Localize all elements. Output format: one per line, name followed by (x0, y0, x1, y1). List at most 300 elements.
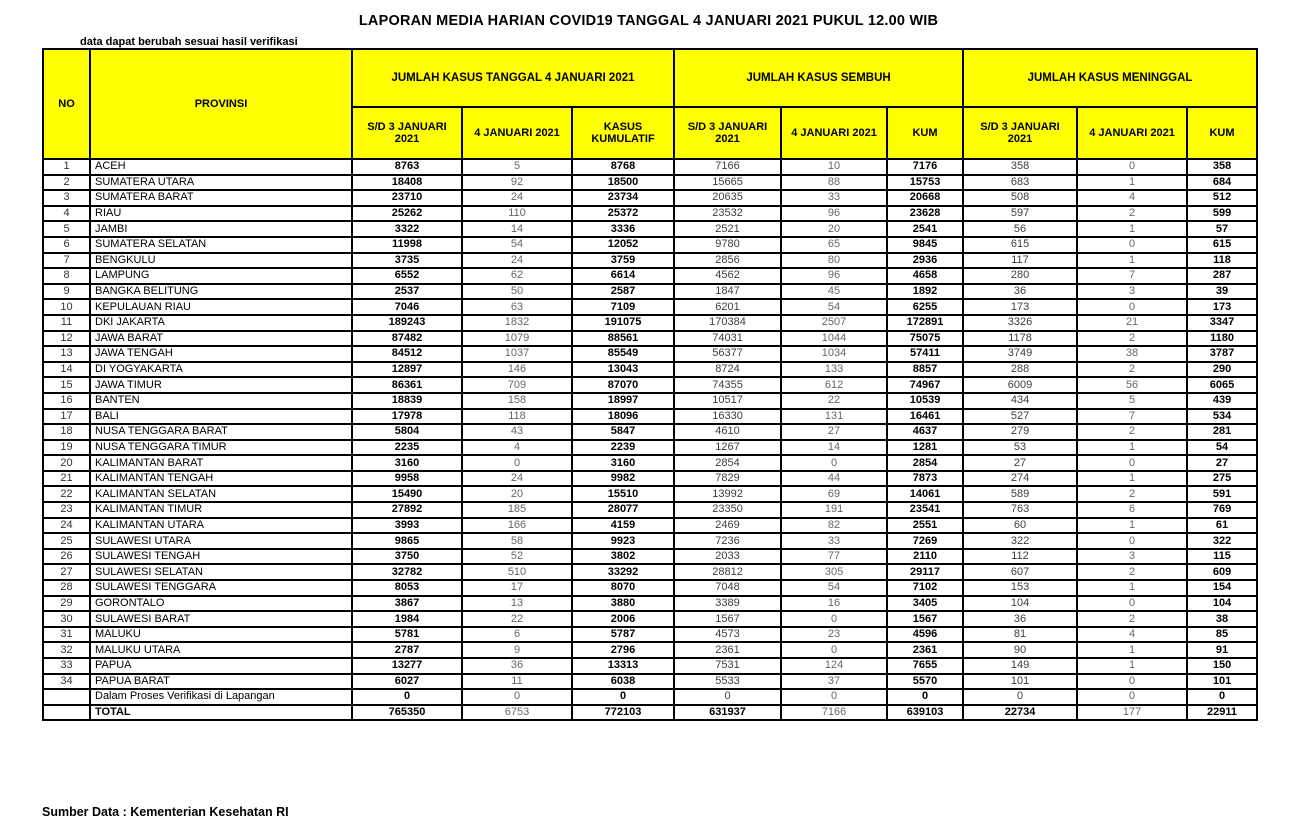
cell-value: 54 (1187, 440, 1257, 456)
cell-value: 3880 (572, 596, 674, 612)
cell-value: 3735 (352, 253, 462, 269)
cell-no (43, 705, 90, 721)
cell-value: 88561 (572, 331, 674, 347)
cell-provinsi: SULAWESI UTARA (90, 533, 352, 549)
cell-provinsi: BALI (90, 409, 352, 425)
cell-value: 3750 (352, 549, 462, 565)
cell-provinsi: PAPUA (90, 658, 352, 674)
cell-value: 13992 (674, 486, 781, 502)
cell-value: 18997 (572, 393, 674, 409)
table-row (43, 253, 1257, 269)
cell-value: 6552 (352, 268, 462, 284)
cell-value: 23734 (572, 190, 674, 206)
subheader-sembuh-4jan: 4 JANUARI 2021 (781, 107, 887, 159)
cell-value: 683 (963, 175, 1077, 191)
cell-value: 23541 (887, 502, 963, 518)
cell-value: 80 (781, 253, 887, 269)
cell-no: 5 (43, 221, 90, 237)
cell-no: 2 (43, 175, 90, 191)
cell-value: 3759 (572, 253, 674, 269)
table-body (43, 159, 1257, 720)
cell-value: 63 (462, 299, 572, 315)
cell-value: 274 (963, 471, 1077, 487)
cell-value: 0 (674, 689, 781, 705)
table-row (43, 221, 1257, 237)
cell-value: 2507 (781, 315, 887, 331)
cell-value: 58 (462, 533, 572, 549)
cell-value: 10539 (887, 393, 963, 409)
cell-value: 112 (963, 549, 1077, 565)
subheader-kasus-kumulatif: KASUS KUMULATIF (572, 107, 674, 159)
cell-value: 38 (1187, 611, 1257, 627)
cell-value: 2006 (572, 611, 674, 627)
cell-no: 24 (43, 518, 90, 534)
cell-value: 6 (1077, 502, 1187, 518)
cell-value: 172891 (887, 315, 963, 331)
table-row (43, 175, 1257, 191)
cell-no: 4 (43, 206, 90, 222)
cell-value: 615 (963, 237, 1077, 253)
cell-value: 2235 (352, 440, 462, 456)
cell-value: 101 (963, 674, 1077, 690)
cell-value: 153 (963, 580, 1077, 596)
cell-value: 65 (781, 237, 887, 253)
cell-value: 5 (462, 159, 572, 175)
cell-value: 25262 (352, 206, 462, 222)
cell-value: 18408 (352, 175, 462, 191)
cell-value: 5781 (352, 627, 462, 643)
verification-note: data dapat berubah sesuai hasil verifikasi (80, 36, 298, 48)
cell-no: 1 (43, 159, 90, 175)
cell-value: 1 (1077, 580, 1187, 596)
cell-provinsi: LAMPUNG (90, 268, 352, 284)
cell-value: 5533 (674, 674, 781, 690)
cell-value: 14061 (887, 486, 963, 502)
cell-value: 15490 (352, 486, 462, 502)
table-row (43, 393, 1257, 409)
cell-value: 54 (781, 299, 887, 315)
cell-provinsi: KALIMANTAN SELATAN (90, 486, 352, 502)
cell-no: 18 (43, 424, 90, 440)
cell-value: 6009 (963, 377, 1077, 393)
cell-value: 69 (781, 486, 887, 502)
cell-value: 4637 (887, 424, 963, 440)
cell-provinsi: Dalam Proses Verifikasi di Lapangan (90, 689, 352, 705)
cell-value: 23628 (887, 206, 963, 222)
table-row (43, 331, 1257, 347)
cell-value: 7046 (352, 299, 462, 315)
cell-value: 612 (781, 377, 887, 393)
table-row (43, 533, 1257, 549)
cell-value: 61 (1187, 518, 1257, 534)
cell-value: 3787 (1187, 346, 1257, 362)
cell-no: 26 (43, 549, 90, 565)
cell-value: 1 (1077, 658, 1187, 674)
cell-value: 1178 (963, 331, 1077, 347)
cell-value: 0 (887, 689, 963, 705)
cell-value: 1281 (887, 440, 963, 456)
cell-value: 280 (963, 268, 1077, 284)
page-title: LAPORAN MEDIA HARIAN COVID19 TANGGAL 4 JANUARI 2021 PUKUL 12.00 WIB (358, 13, 939, 29)
cell-provinsi: KALIMANTAN UTARA (90, 518, 352, 534)
cell-value: 110 (462, 206, 572, 222)
cell-value: 60 (963, 518, 1077, 534)
cell-value: 290 (1187, 362, 1257, 378)
cell-value: 6 (462, 627, 572, 643)
cell-value: 510 (462, 564, 572, 580)
cell-value: 3389 (674, 596, 781, 612)
cell-value: 279 (963, 424, 1077, 440)
cell-value: 1267 (674, 440, 781, 456)
cell-value: 2854 (674, 455, 781, 471)
cell-value: 2 (1077, 486, 1187, 502)
cell-no: 17 (43, 409, 90, 425)
cell-value: 288 (963, 362, 1077, 378)
subheader-sembuh-kum: KUM (887, 107, 963, 159)
cell-value: 38 (1077, 346, 1187, 362)
cell-value: 3405 (887, 596, 963, 612)
cell-value: 2239 (572, 440, 674, 456)
cell-value: 0 (1077, 674, 1187, 690)
cell-provinsi: JAMBI (90, 221, 352, 237)
table-row (43, 580, 1257, 596)
cell-value: 0 (1077, 596, 1187, 612)
cell-provinsi: GORONTALO (90, 596, 352, 612)
table-row (43, 564, 1257, 580)
cell-value: 4658 (887, 268, 963, 284)
cell-provinsi: DI YOGYAKARTA (90, 362, 352, 378)
cell-value: 37 (781, 674, 887, 690)
group-header-meninggal: JUMLAH KASUS MENINGGAL (963, 49, 1257, 107)
cell-value: 33292 (572, 564, 674, 580)
cell-value: 3867 (352, 596, 462, 612)
cell-value: 439 (1187, 393, 1257, 409)
subheader-meninggal-sd: S/D 3 JANUARI 2021 (963, 107, 1077, 159)
table-row (43, 689, 1257, 705)
table-row (43, 237, 1257, 253)
cell-provinsi: NUSA TENGGARA TIMUR (90, 440, 352, 456)
cell-provinsi: BENGKULU (90, 253, 352, 269)
cell-no: 25 (43, 533, 90, 549)
cell-provinsi: NUSA TENGGARA BARAT (90, 424, 352, 440)
cell-value: 2361 (887, 642, 963, 658)
cell-value: 7 (1077, 268, 1187, 284)
cell-no: 29 (43, 596, 90, 612)
cell-value: 20635 (674, 190, 781, 206)
cell-value: 15753 (887, 175, 963, 191)
cell-value: 27 (781, 424, 887, 440)
cell-value: 2587 (572, 284, 674, 300)
table-row (43, 159, 1257, 175)
cell-value: 2936 (887, 253, 963, 269)
table-row (43, 190, 1257, 206)
cell-value: 1567 (887, 611, 963, 627)
cell-value: 9923 (572, 533, 674, 549)
cell-value: 22734 (963, 705, 1077, 721)
cell-value: 2 (1077, 206, 1187, 222)
cell-value: 87070 (572, 377, 674, 393)
total-row (43, 705, 1257, 721)
cell-value: 85549 (572, 346, 674, 362)
cell-value: 74355 (674, 377, 781, 393)
cell-value: 54 (781, 580, 887, 596)
cell-value: 18500 (572, 175, 674, 191)
cell-value: 527 (963, 409, 1077, 425)
cell-value: 763 (963, 502, 1077, 518)
cell-value: 2856 (674, 253, 781, 269)
cell-value: 597 (963, 206, 1077, 222)
cell-value: 3802 (572, 549, 674, 565)
cell-value: 1567 (674, 611, 781, 627)
cell-value: 82 (781, 518, 887, 534)
cell-value: 1 (1077, 253, 1187, 269)
cell-provinsi: KALIMANTAN TIMUR (90, 502, 352, 518)
cell-value: 769 (1187, 502, 1257, 518)
cell-provinsi: MALUKU (90, 627, 352, 643)
cell-no: 21 (43, 471, 90, 487)
cell-value: 150 (1187, 658, 1257, 674)
cell-value: 3749 (963, 346, 1077, 362)
cell-value: 3347 (1187, 315, 1257, 331)
cell-value: 0 (781, 611, 887, 627)
cell-value: 185 (462, 502, 572, 518)
cell-value: 6753 (462, 705, 572, 721)
cell-value: 358 (1187, 159, 1257, 175)
cell-value: 36 (963, 284, 1077, 300)
cell-value: 32782 (352, 564, 462, 580)
cell-value: 23532 (674, 206, 781, 222)
cell-value: 2854 (887, 455, 963, 471)
cell-value: 3993 (352, 518, 462, 534)
table-row (43, 206, 1257, 222)
cell-value: 434 (963, 393, 1077, 409)
cell-value: 23710 (352, 190, 462, 206)
cell-value: 2 (1077, 611, 1187, 627)
cell-value: 43 (462, 424, 572, 440)
table-row (43, 284, 1257, 300)
cell-value: 24 (462, 471, 572, 487)
cell-value: 3322 (352, 221, 462, 237)
cell-value: 101 (1187, 674, 1257, 690)
cell-no: 13 (43, 346, 90, 362)
cell-value: 25372 (572, 206, 674, 222)
cell-value: 7236 (674, 533, 781, 549)
cell-value: 149 (963, 658, 1077, 674)
cell-value: 90 (963, 642, 1077, 658)
cell-no: 6 (43, 237, 90, 253)
cell-no: 31 (43, 627, 90, 643)
cell-no: 15 (43, 377, 90, 393)
cell-value: 2 (1077, 424, 1187, 440)
cell-value: 1034 (781, 346, 887, 362)
cell-value: 9958 (352, 471, 462, 487)
table-row (43, 440, 1257, 456)
cell-value: 170384 (674, 315, 781, 331)
cell-no: 20 (43, 455, 90, 471)
cell-value: 2787 (352, 642, 462, 658)
cell-value: 5804 (352, 424, 462, 440)
cell-value: 8763 (352, 159, 462, 175)
cell-value: 16 (781, 596, 887, 612)
cell-no: 19 (43, 440, 90, 456)
cell-value: 166 (462, 518, 572, 534)
cell-value: 4159 (572, 518, 674, 534)
cell-value: 24 (462, 253, 572, 269)
cell-value: 2537 (352, 284, 462, 300)
cell-no: 3 (43, 190, 90, 206)
cell-value: 6614 (572, 268, 674, 284)
cell-value: 22 (462, 611, 572, 627)
cell-value: 33 (781, 190, 887, 206)
cell-value: 5 (1077, 393, 1187, 409)
cell-value: 53 (963, 440, 1077, 456)
cell-value: 84512 (352, 346, 462, 362)
cell-value: 56 (1077, 377, 1187, 393)
cell-value: 10 (781, 159, 887, 175)
cell-value: 7 (1077, 409, 1187, 425)
cell-value: 11 (462, 674, 572, 690)
cell-value: 33 (781, 533, 887, 549)
cell-no: 27 (43, 564, 90, 580)
cell-no: 11 (43, 315, 90, 331)
cell-value: 86361 (352, 377, 462, 393)
table-row (43, 471, 1257, 487)
cell-value: 0 (462, 689, 572, 705)
table-row (43, 642, 1257, 658)
cell-value: 158 (462, 393, 572, 409)
table-row (43, 409, 1257, 425)
cell-provinsi: MALUKU UTARA (90, 642, 352, 658)
cell-provinsi: JAWA TENGAH (90, 346, 352, 362)
cell-value: 9865 (352, 533, 462, 549)
cell-value: 62 (462, 268, 572, 284)
table-row (43, 299, 1257, 315)
cell-value: 2 (1077, 362, 1187, 378)
cell-value: 57 (1187, 221, 1257, 237)
cell-value: 7176 (887, 159, 963, 175)
cell-value: 639103 (887, 705, 963, 721)
cell-value: 1 (1077, 175, 1187, 191)
cell-value: 57411 (887, 346, 963, 362)
cell-value: 2551 (887, 518, 963, 534)
cell-value: 4 (1077, 190, 1187, 206)
table-row (43, 346, 1257, 362)
cell-value: 0 (1187, 689, 1257, 705)
table-row (43, 596, 1257, 612)
cell-value: 20668 (887, 190, 963, 206)
cell-provinsi: DKI JAKARTA (90, 315, 352, 331)
cell-no: 28 (43, 580, 90, 596)
cell-value: 4573 (674, 627, 781, 643)
cell-value: 56377 (674, 346, 781, 362)
cell-value: 36 (462, 658, 572, 674)
cell-value: 92 (462, 175, 572, 191)
table-row (43, 315, 1257, 331)
cell-value: 0 (781, 689, 887, 705)
cell-value: 1984 (352, 611, 462, 627)
group-header-kasus: JUMLAH KASUS TANGGAL 4 JANUARI 2021 (352, 49, 674, 107)
cell-value: 1 (1077, 642, 1187, 658)
cell-value: 2033 (674, 549, 781, 565)
cell-provinsi: KALIMANTAN TENGAH (90, 471, 352, 487)
cell-value: 52 (462, 549, 572, 565)
cell-provinsi: BANTEN (90, 393, 352, 409)
cell-value: 7048 (674, 580, 781, 596)
subheader-kasus-4jan: 4 JANUARI 2021 (462, 107, 572, 159)
subheader-sembuh-sd: S/D 3 JANUARI 2021 (674, 107, 781, 159)
cell-no: 9 (43, 284, 90, 300)
cell-value: 3 (1077, 284, 1187, 300)
table-row (43, 268, 1257, 284)
cell-value: 0 (781, 455, 887, 471)
cell-value: 9780 (674, 237, 781, 253)
cell-value: 281 (1187, 424, 1257, 440)
cell-value: 7829 (674, 471, 781, 487)
cell-value: 0 (1077, 533, 1187, 549)
cell-value: 6065 (1187, 377, 1257, 393)
cell-value: 4562 (674, 268, 781, 284)
cell-value: 16461 (887, 409, 963, 425)
cell-provinsi: RIAU (90, 206, 352, 222)
cell-value: 96 (781, 268, 887, 284)
cell-value: 118 (1187, 253, 1257, 269)
cell-value: 17978 (352, 409, 462, 425)
covid-report-table (42, 48, 1258, 721)
cell-value: 1180 (1187, 331, 1257, 347)
cell-value: 322 (1187, 533, 1257, 549)
cell-value: 1 (1077, 471, 1187, 487)
cell-value: 631937 (674, 705, 781, 721)
table-row (43, 362, 1257, 378)
cell-value: 173 (963, 299, 1077, 315)
cell-value: 6027 (352, 674, 462, 690)
cell-value: 23 (781, 627, 887, 643)
cell-value: 28812 (674, 564, 781, 580)
cell-value: 13043 (572, 362, 674, 378)
cell-value: 28077 (572, 502, 674, 518)
cell-value: 191075 (572, 315, 674, 331)
cell-value: 124 (781, 658, 887, 674)
cell-value: 39 (1187, 284, 1257, 300)
cell-value: 7655 (887, 658, 963, 674)
cell-value: 609 (1187, 564, 1257, 580)
cell-value: 7166 (781, 705, 887, 721)
cell-provinsi: SULAWESI SELATAN (90, 564, 352, 580)
cell-no: 34 (43, 674, 90, 690)
cell-no: 16 (43, 393, 90, 409)
cell-value: 0 (1077, 299, 1187, 315)
cell-value: 22 (781, 393, 887, 409)
cell-value: 2 (1077, 564, 1187, 580)
cell-no: 14 (43, 362, 90, 378)
cell-value: 765350 (352, 705, 462, 721)
cell-value: 24 (462, 190, 572, 206)
cell-value: 50 (462, 284, 572, 300)
cell-value: 1 (1077, 440, 1187, 456)
cell-no: 32 (43, 642, 90, 658)
cell-value: 1044 (781, 331, 887, 347)
cell-value: 305 (781, 564, 887, 580)
cell-value: 8070 (572, 580, 674, 596)
cell-value: 74967 (887, 377, 963, 393)
cell-value: 16330 (674, 409, 781, 425)
cell-value: 12897 (352, 362, 462, 378)
cell-value: 104 (1187, 596, 1257, 612)
cell-value: 615 (1187, 237, 1257, 253)
subheader-meninggal-kum: KUM (1187, 107, 1257, 159)
cell-value: 8768 (572, 159, 674, 175)
col-header-provinsi: PROVINSI (90, 49, 352, 159)
